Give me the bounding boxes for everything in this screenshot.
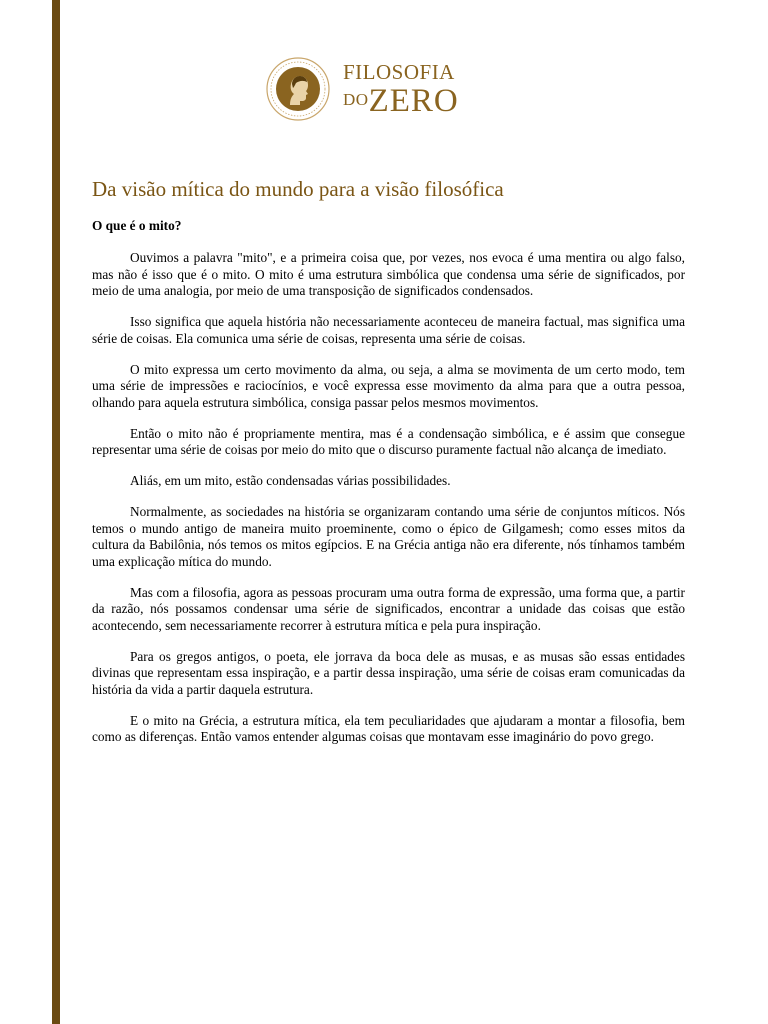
paragraph: Para os gregos antigos, o poeta, ele jorrava da boca dele as musas, e as musas são essas entidades divinas que representam essa inspiração, e a partir dessa inspiração, uma série de coisas eram comunicadas da história da vida a partir daquela estrutura. — [92, 648, 685, 697]
article-body — [92, 250, 685, 760]
logo-do: DO — [343, 90, 369, 109]
page-title: Da visão mítica do mundo para a visão filosófica — [92, 177, 504, 201]
logo — [266, 57, 476, 121]
paragraph: Ouvimos a palavra "mito", e a primeira coisa que, por vezes, nos evoca é uma mentira ou algo falso, mas não é isso que é o mito. O mito é uma estrutura simbólica que condensa uma série de significados, por meio de uma analogia, por meio de uma transposição de significados condensados. — [92, 250, 685, 298]
paragraph: E o mito na Grécia, a estrutura mítica, ela tem peculiaridades que ajudaram a montar a filosofia, bem como as diferenças. Então vamos entender algumas coisas que montavam esse imaginário do povo grego. — [92, 712, 685, 744]
philosopher-bust-icon — [266, 57, 330, 121]
logo-zero: ZERO — [368, 83, 459, 119]
paragraph: Normalmente, as sociedades na história se organizaram contando uma série de conjuntos míticos. Nós temos o mundo antigo de maneira muito proeminente, como o épico de Gilgamesh; como esses mitos da cultura da Babilônia, nós temos os mitos egípcios. E na Grécia antiga não era diferente, nós tínhamos também uma explicação mítica do mundo. — [92, 504, 685, 569]
paragraph: Aliás, em um mito, estão condensadas várias possibilidades. — [130, 473, 451, 488]
paragraph: Isso significa que aquela história não necessariamente aconteceu de maneira factual, mas significa uma série de coisas. Ela comunica uma série de coisas, representa uma série de coisas. — [92, 314, 685, 346]
accent-sidebar — [52, 0, 60, 1024]
paragraph: Mas com a filosofia, agora as pessoas procuram uma outra forma de expressão, uma forma que, a partir da razão, nós possamos condensar uma série de significados, encontrar a unidade das coisas que estão acontecendo, sem necessariamente recorrer à estrutura mítica e pela pura inspiração. — [92, 584, 685, 633]
logo-line-filosofia: FILOSOFIA — [343, 60, 455, 84]
logo-line-do-zero — [343, 84, 459, 123]
logo-wordmark — [343, 60, 459, 123]
paragraph: O mito expressa um certo movimento da alma, ou seja, a alma se movimenta de um certo modo, tem uma série de impressões e raciocínios, e você expressa esse movimento da alma para que a outra pessoa, olhando para aquela estrutura simbólica, consiga passar pelos mesmos movimentos. — [92, 361, 685, 410]
section-heading: O que é o mito? — [92, 218, 182, 233]
paragraph: Então o mito não é propriamente mentira, mas é a condensação simbólica, e é assim que consegue representar uma série de coisas por meio do mito que o discurso puramente factual não alcança de imediato. — [92, 425, 685, 457]
